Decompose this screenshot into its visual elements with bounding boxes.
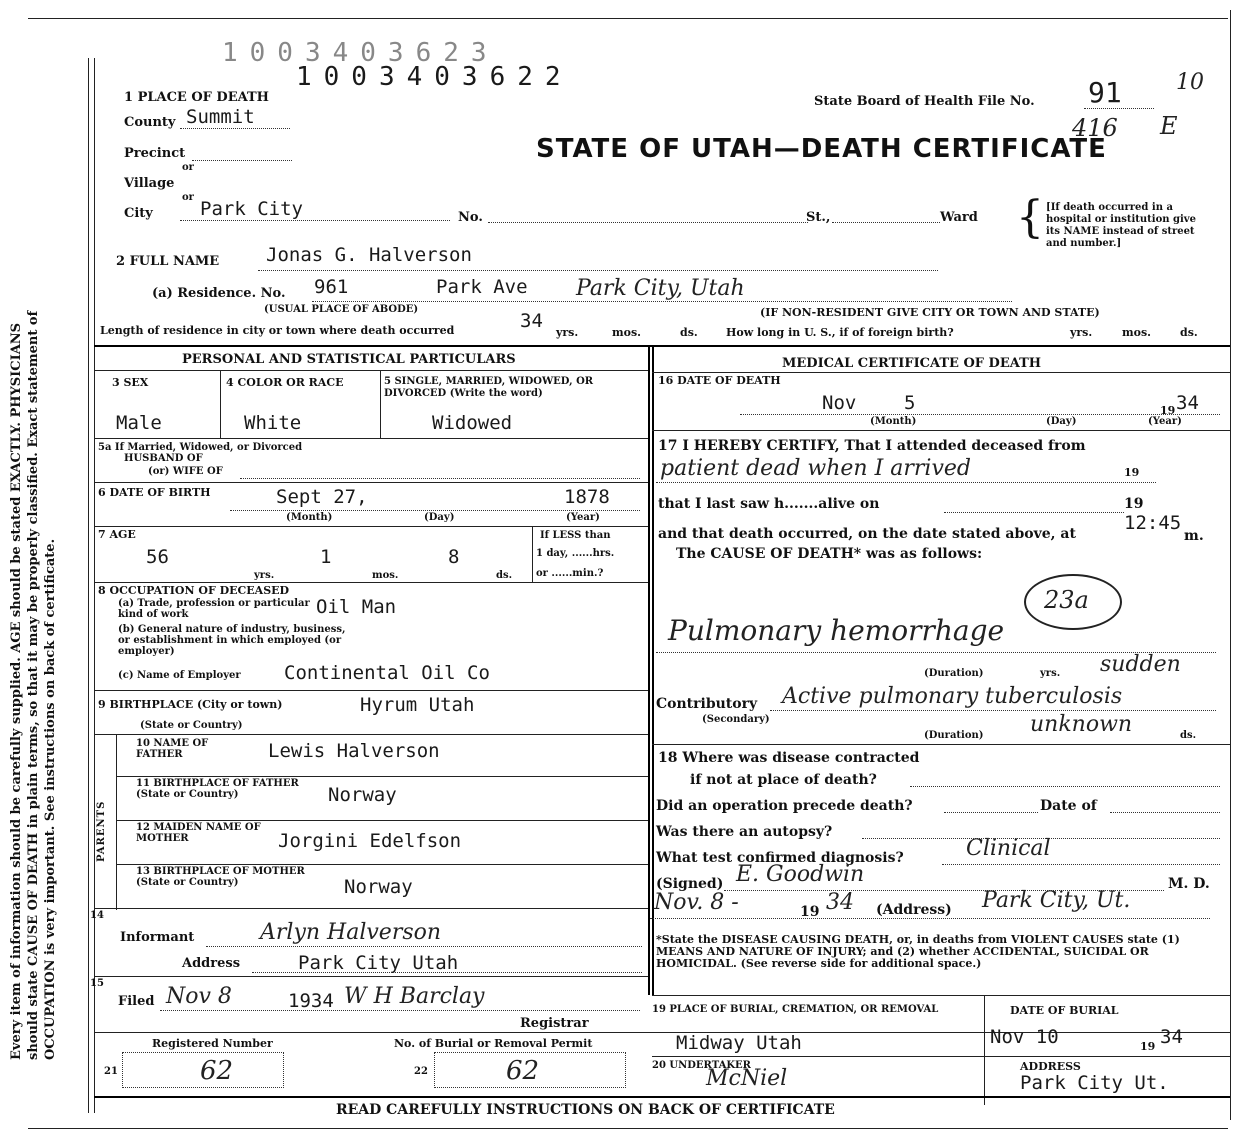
medical-line-3 [652, 744, 1230, 745]
yrs-label: yrs. [556, 326, 579, 339]
item-21: 21 [104, 1066, 118, 1077]
residence-label: (a) Residence. No. [152, 286, 286, 301]
age-label: 7 AGE [98, 528, 136, 541]
file-note-2: 416 [1072, 114, 1118, 142]
file-line [1084, 108, 1154, 109]
undertaker-label: 20 UNDERTAKER [652, 1060, 751, 1071]
marital-value: Widowed [432, 412, 513, 434]
personal-line-5 [94, 582, 648, 583]
dod-day-caption: (Day) [1046, 416, 1077, 427]
mother-birthplace-label: 13 BIRTHPLACE OF MOTHER (State or Country) [136, 866, 305, 888]
residence-line [312, 301, 1012, 302]
file-note-3: E [1160, 112, 1178, 140]
undertaker-value: McNiel [706, 1066, 788, 1091]
dod-year-prefix: 19 [1160, 404, 1176, 417]
serial-number: 1003403622 [296, 62, 573, 92]
contracted-label: 18 Where was disease contracted [658, 750, 920, 766]
personal-line-1 [94, 370, 648, 371]
signed-year-prefix: 19 [800, 904, 820, 920]
mother-name-value: Jorgini Edelfson [278, 830, 462, 852]
mother-name-label: 12 MAIDEN NAME OF MOTHER [136, 822, 261, 844]
precinct-label: Precinct [124, 146, 186, 161]
hospital-note: [If death occurred in a hospital or institution give its NAME instead of street and number.] [1046, 202, 1196, 249]
personal-heading: PERSONAL AND STATISTICAL PARTICULARS [182, 352, 516, 367]
filed-line [160, 1010, 640, 1011]
contributory-line [770, 710, 1216, 711]
county-value: Summit [186, 106, 255, 128]
dob-label: 6 DATE OF BIRTH [98, 486, 211, 499]
contributory-label: Contributory [656, 696, 758, 712]
occupation-value: Oil Man [316, 596, 397, 618]
nonresident-note: (IF NON-RESIDENT GIVE CITY OR TOWN AND STATE) [760, 306, 1100, 319]
item-15: 15 [90, 978, 104, 989]
test-label: What test confirmed diagnosis? [656, 850, 904, 866]
death-occurred-text: and that death occurred, on the date stated above, at [658, 526, 1076, 542]
marital-label: 5 SINGLE, MARRIED, WIDOWED, OR DIVORCED (Write the word) [384, 376, 594, 399]
undertaker-address-label: ADDRESS [1020, 1060, 1081, 1073]
duration-label: (Duration) [924, 668, 984, 679]
residence-street: Park Ave [436, 276, 528, 298]
contracted-line [910, 786, 1220, 787]
code-value: 23a [1044, 586, 1089, 614]
personal-line-9 [116, 820, 648, 821]
address-line [252, 972, 642, 973]
left-border [94, 58, 95, 1113]
dod-day: 5 [904, 392, 916, 414]
duration-yrs: yrs. [1040, 668, 1061, 679]
medical-line-4 [652, 995, 1230, 996]
dod-year: 34 [1176, 392, 1199, 414]
personal-line-3 [94, 482, 648, 483]
employer-label: (c) Name of Employer [118, 670, 241, 681]
spouse-label-2: HUSBAND OF [124, 453, 203, 464]
operation-line [944, 812, 1038, 813]
filed-value: Nov 8 [166, 984, 232, 1009]
county-line [180, 128, 290, 129]
length-of-residence-label: Length of residence in city or town where death occurred [100, 324, 455, 337]
color-label: 4 COLOR OR RACE [226, 376, 344, 389]
right-border [1230, 10, 1231, 1120]
registrar-signature: W H Barclay [344, 984, 485, 1009]
dod-month-caption: (Month) [870, 416, 917, 427]
secondary-label: (Secondary) [702, 714, 770, 725]
age-years: 56 [146, 546, 169, 568]
sex-label: 3 SEX [112, 376, 149, 389]
color-value: White [244, 412, 302, 434]
burial-date-value: Nov 10 [990, 1026, 1059, 1048]
duration2-value: unknown [1030, 712, 1133, 737]
file-number-value: 91 [1088, 76, 1122, 109]
certificate-title: STATE OF UTAH—DEATH CERTIFICATE [536, 134, 1107, 164]
full-name-line [258, 270, 938, 271]
medical-line-1 [652, 372, 1230, 373]
signed-year: 34 [826, 890, 854, 915]
last-saw-year-prefix: 19 [1124, 496, 1144, 512]
dob-line [230, 510, 640, 511]
burial-year-prefix: 19 [1140, 1040, 1156, 1053]
cause-label: The CAUSE OF DEATH* was as follows: [676, 546, 983, 562]
ds-label-2: ds. [1180, 326, 1198, 339]
medical-line-2 [652, 430, 1230, 431]
length-of-residence-value: 34 [520, 310, 543, 332]
contracted-label-2: if not at place of death? [690, 772, 877, 788]
personal-line-4 [94, 526, 648, 527]
st-label: St., [806, 210, 831, 225]
employer-value: Continental Oil Co [284, 662, 490, 684]
personal-line-11 [94, 908, 648, 909]
street-line [488, 222, 808, 223]
burial-permit-value: 62 [506, 1056, 540, 1086]
dob-year-caption: (Year) [566, 512, 600, 523]
city-line [180, 220, 450, 221]
serial-number-faded: 1003403623 [222, 38, 499, 68]
personal-line-8 [116, 776, 648, 777]
dod-month: Nov [822, 392, 857, 414]
autopsy-label: Was there an autopsy? [656, 824, 833, 840]
occupation-label: 8 OCCUPATION OF DECEASED [98, 584, 290, 597]
bottom-border [28, 1128, 1228, 1129]
dob-month-day: Sept 27, [276, 486, 368, 508]
full-name-label: 2 FULL NAME [116, 254, 220, 269]
top-border [28, 18, 1228, 19]
footer-instructions: READ CAREFULLY INSTRUCTIONS ON BACK OF CERTIFICATE [336, 1102, 835, 1118]
ward-line [832, 222, 940, 223]
father-birthplace-label: 11 BIRTHPLACE OF FATHER (State or Country) [136, 778, 299, 800]
attended-year-prefix: 19 [1124, 466, 1140, 479]
file-note-1: 10 [1176, 70, 1204, 95]
footer-line [94, 1096, 1230, 1098]
informant-line [206, 946, 642, 947]
ward-label: Ward [940, 210, 978, 225]
filed-year: 1934 [288, 990, 334, 1012]
md-label: M. D. [1168, 876, 1210, 892]
time-value: 12:45 [1124, 512, 1182, 534]
dob-day-caption: (Day) [424, 512, 455, 523]
registered-number-label: Registered Number [152, 1037, 273, 1050]
burial-place-value: Midway Utah [676, 1032, 802, 1054]
personal-line-2 [94, 438, 648, 439]
birthplace-label: 9 BIRTHPLACE (City or town) [98, 698, 283, 711]
yrs-label-2: yrs. [1070, 326, 1093, 339]
ds-label: ds. [680, 326, 698, 339]
contributory-value: Active pulmonary tuberculosis [782, 684, 1123, 709]
abode-note: (USUAL PLACE OF ABODE) [264, 304, 419, 315]
birthplace-value: Hyrum Utah [360, 694, 475, 716]
duration2-label: (Duration) [924, 730, 984, 741]
signed-date: Nov. 8 - [654, 890, 739, 915]
personal-line-13 [94, 1032, 1230, 1033]
parents-label: PARENTS [96, 800, 107, 862]
left-border-outer [88, 58, 89, 1113]
file-number-label: State Board of Health File No. [814, 94, 1035, 109]
less-than-1: If LESS than [540, 530, 611, 541]
residence-city: Park City, Utah [576, 276, 745, 301]
father-birthplace-value: Norway [328, 784, 397, 806]
occupation-a: (a) Trade, profession or particular kind of work [118, 598, 310, 620]
color-divider [380, 370, 381, 438]
city-label: City [124, 206, 153, 221]
village-label: Village [124, 176, 175, 191]
last-saw-line [944, 512, 1124, 513]
sex-value: Male [116, 412, 162, 434]
footnote: *State the DISEASE CAUSING DEATH, or, in deaths from VIOLENT CAUSES state (1) MEANS AND NATURE OF INJURY; and (2) whether ACCIDENTAL, SUICIDAL OR HOMICIDAL. (See reverse side for additional space.) [656, 933, 1180, 970]
age-divider [532, 526, 533, 582]
attended-value: patient dead when I arrived [660, 456, 971, 481]
dod-label: 16 DATE OF DEATH [658, 374, 781, 387]
medical-heading: MEDICAL CERTIFICATE OF DEATH [782, 356, 1042, 371]
burial-permit-label: No. of Burial or Removal Permit [394, 1037, 593, 1050]
burial-place-label: 19 PLACE OF BURIAL, CREMATION, OR REMOVAL [652, 1004, 939, 1015]
dod-line [740, 414, 1220, 415]
time-meridiem: m. [1184, 528, 1204, 544]
cause-value: Pulmonary hemorrhage [668, 614, 1005, 647]
full-name-value: Jonas G. Halverson [266, 244, 472, 266]
item-22: 22 [414, 1066, 428, 1077]
burial-date-label: DATE OF BURIAL [1010, 1004, 1119, 1017]
occupation-b: (b) General nature of industry, business, or establishment in which employed (or employer) [118, 624, 346, 657]
signed-date-line [650, 918, 1210, 919]
dob-year: 1878 [564, 486, 610, 508]
no-label: No. [458, 210, 483, 225]
spouse-label-1: 5a If Married, Widowed, or Divorced [98, 442, 303, 453]
mos-label-2: mos. [1122, 326, 1151, 339]
less-than-2: 1 day, ......hrs. [536, 548, 615, 559]
informant-value: Arlyn Halverson [260, 920, 442, 945]
attended-line [656, 482, 1156, 483]
parents-divider [116, 734, 117, 910]
birthplace-sub: (State or Country) [140, 720, 243, 731]
test-value: Clinical [966, 836, 1051, 861]
foreign-birth-label: How long in U. S., if of foreign birth? [726, 326, 954, 339]
personal-line-6 [94, 690, 648, 691]
item-14: 14 [90, 910, 104, 921]
certify-text: 17 I HEREBY CERTIFY, That I attended deceased from [658, 438, 1086, 454]
sex-divider [220, 370, 221, 438]
precinct-line [192, 160, 292, 161]
signed-address-value: Park City, Ut. [982, 888, 1131, 913]
side-instructions: Every item of information should be carefully supplied. AGE should be stated EXACTLY. PHYSICIANS should state CAUSE OF DEATH in plain terms, so that it may be properly classified. Exact statement of OCCUPATION is very important. See instructions on back of certificate. [9, 310, 58, 1060]
residence-no: 961 [314, 276, 349, 298]
burial-divider [984, 995, 985, 1105]
medical-line-5 [652, 1056, 1230, 1057]
filed-label: Filed [118, 994, 155, 1009]
age-months: 1 [320, 546, 332, 568]
mother-birthplace-value: Norway [344, 876, 413, 898]
informant-label: Informant [120, 930, 195, 945]
signed-label: (Signed) [656, 876, 724, 892]
registrar-label: Registrar [520, 1016, 589, 1031]
registered-number-value: 62 [200, 1056, 234, 1086]
father-name-label: 10 NAME OF FATHER [136, 738, 209, 760]
personal-line-7 [94, 734, 648, 735]
less-than-3: or ......min.? [536, 568, 604, 579]
undertaker-address-value: Park City Ut. [1020, 1072, 1169, 1094]
center-divider [648, 345, 650, 995]
spouse-line [240, 478, 640, 479]
age-mos-caption: mos. [372, 570, 399, 581]
last-saw-text: that I last saw h.......alive on [658, 496, 880, 512]
spouse-label-3: (or) WIFE OF [148, 466, 223, 477]
date-of-label: Date of [1040, 798, 1097, 814]
duration2-ds: ds. [1180, 730, 1197, 741]
duration-value: sudden [1100, 652, 1181, 677]
or-2: or [182, 192, 194, 203]
city-value: Park City [200, 198, 303, 220]
signed-address-label: (Address) [876, 902, 952, 918]
dob-month-caption: (Month) [286, 512, 333, 523]
date-of-line [1110, 812, 1220, 813]
father-name-value: Lewis Halverson [268, 740, 440, 762]
grid-top-line [94, 345, 1230, 347]
personal-line-12 [94, 976, 648, 977]
personal-line-10 [116, 864, 648, 865]
mos-label: mos. [612, 326, 641, 339]
age-days: 8 [448, 546, 460, 568]
brace-icon: { [1016, 192, 1044, 243]
place-of-death-label: 1 PLACE OF DEATH [124, 90, 269, 105]
county-label: County [124, 115, 176, 130]
age-ds-caption: ds. [496, 570, 513, 581]
address-label: Address [182, 956, 241, 971]
signed-value: E. Goodwin [736, 862, 865, 887]
dod-year-caption: (Year) [1148, 416, 1182, 427]
or-1: or [182, 162, 194, 173]
age-yrs-caption: yrs. [254, 570, 275, 581]
operation-label: Did an operation precede death? [656, 798, 913, 814]
test-line [942, 864, 1220, 865]
address-value: Park City Utah [298, 952, 459, 974]
burial-year: 34 [1160, 1026, 1183, 1048]
